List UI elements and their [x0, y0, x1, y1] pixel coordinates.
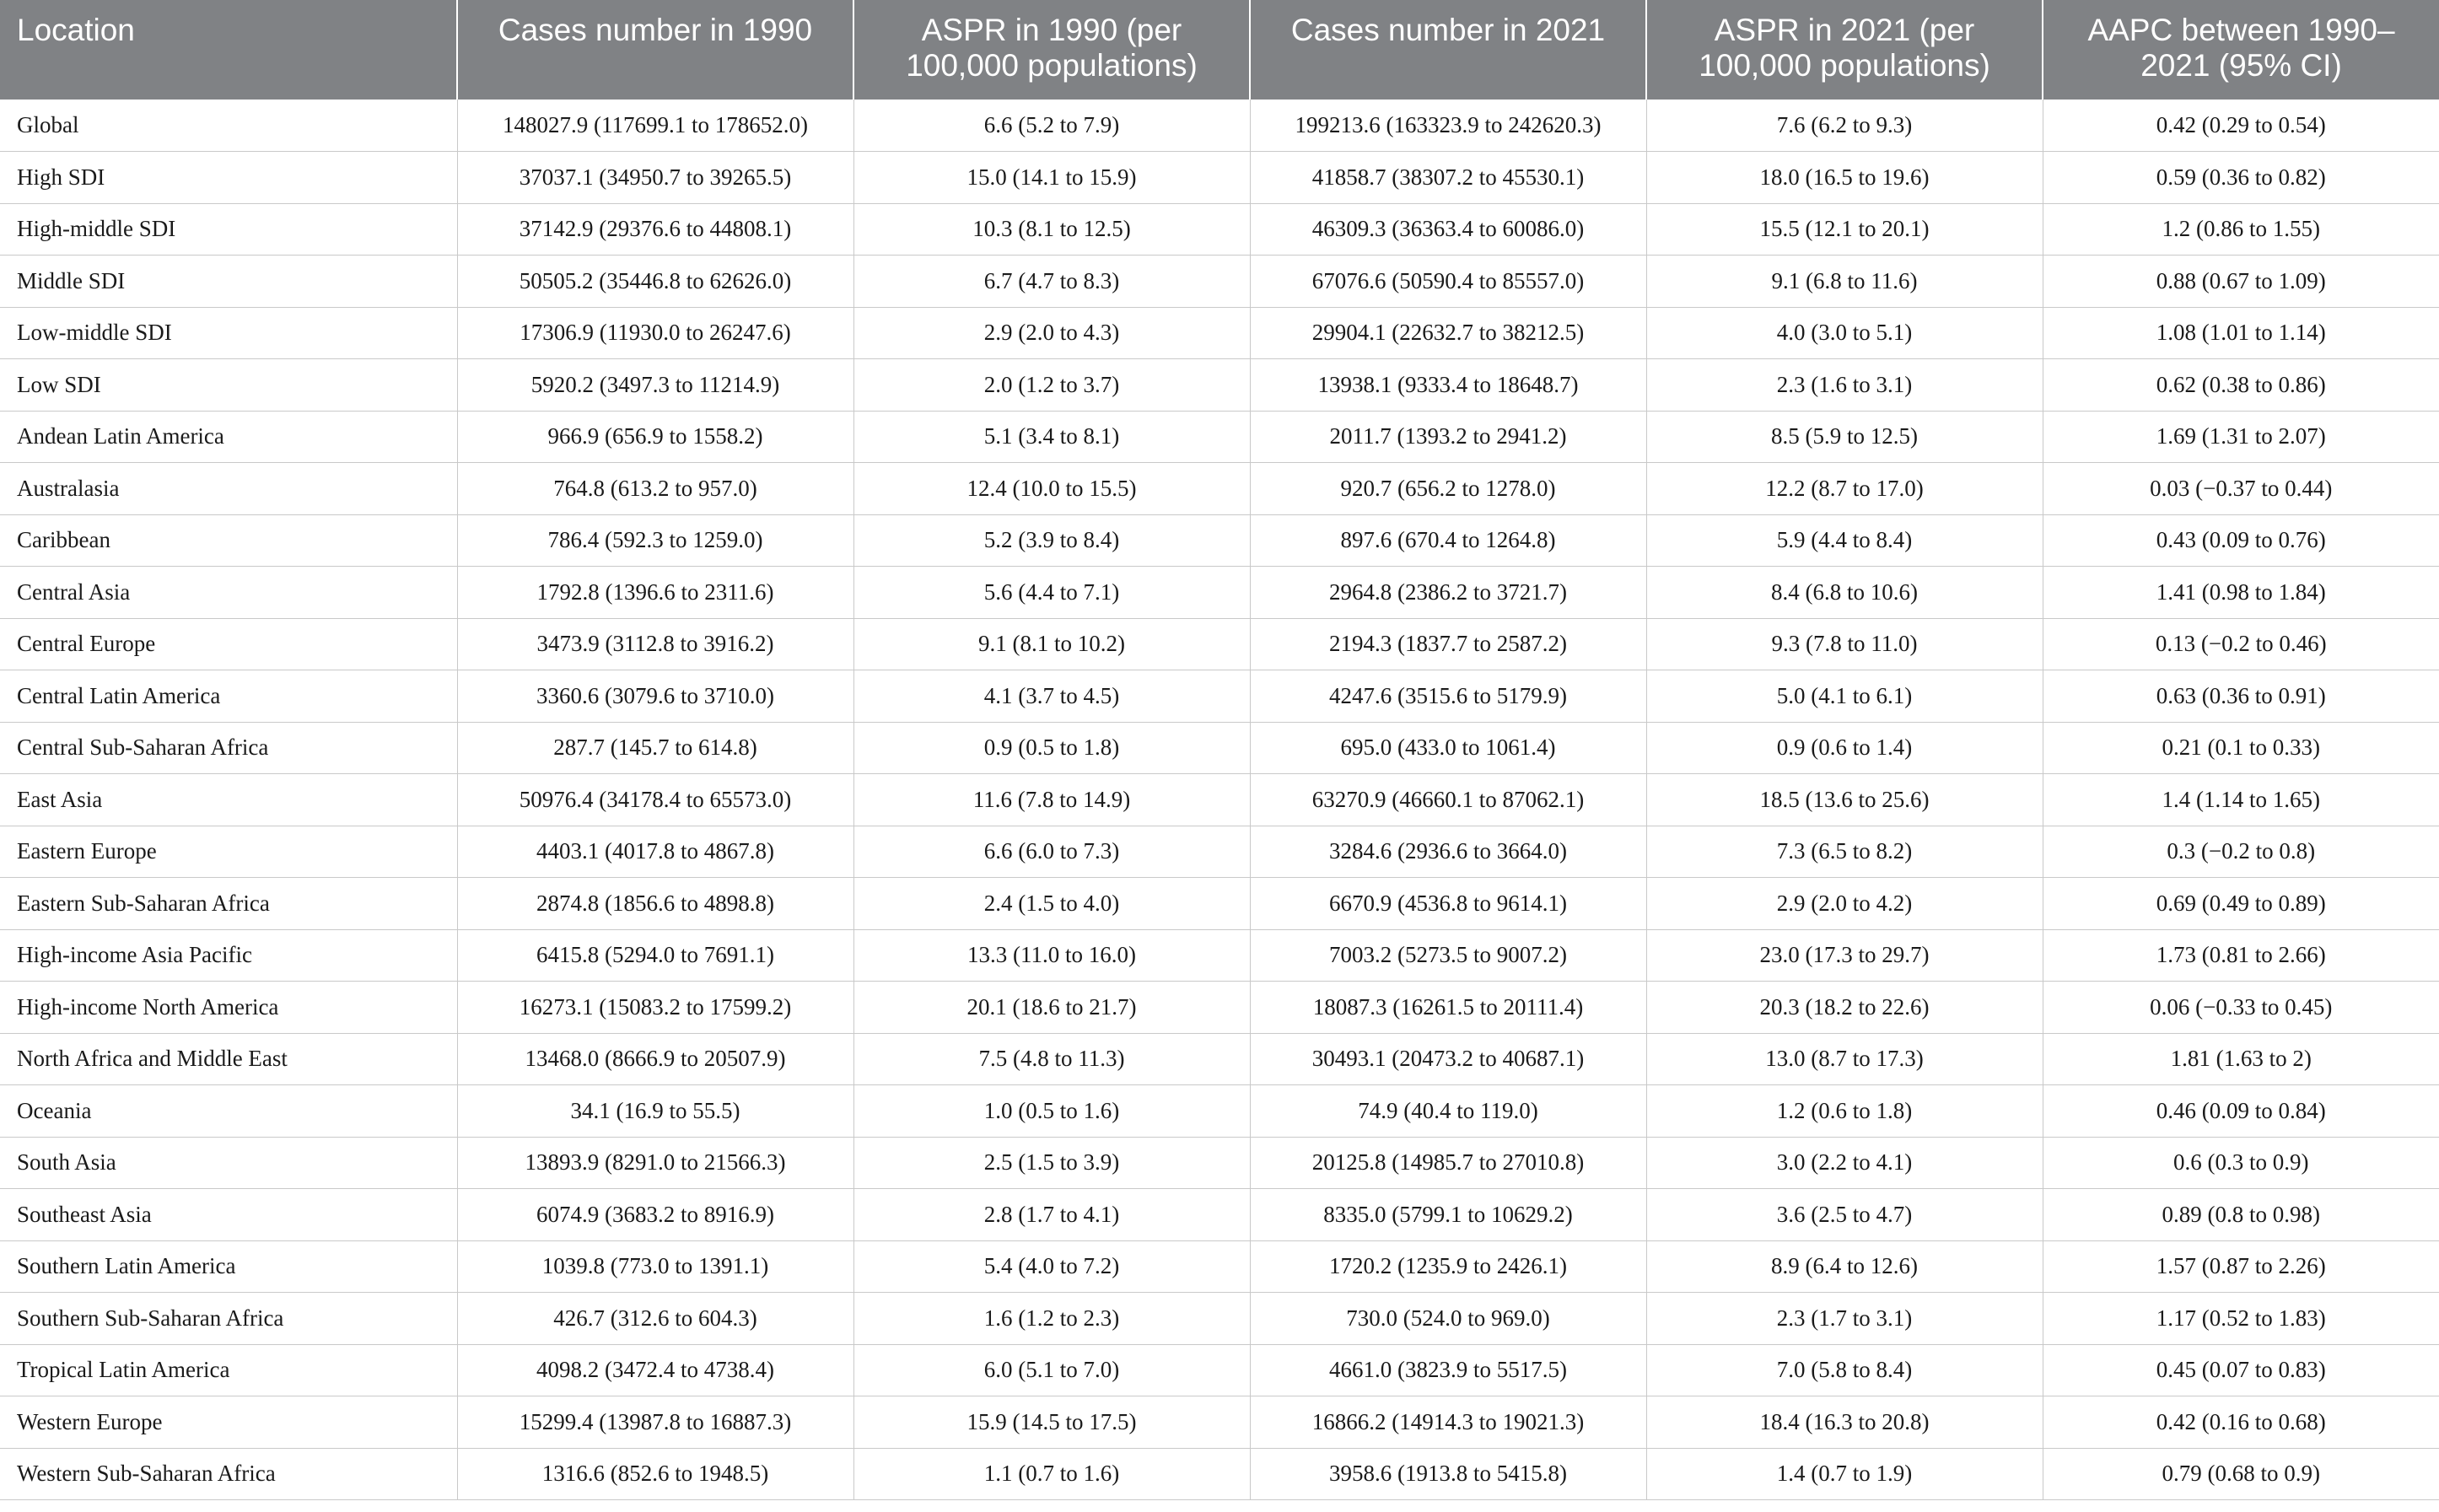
- cell-location: North Africa and Middle East: [0, 1033, 457, 1085]
- cell-aspr-2021: 9.1 (6.8 to 11.6): [1646, 256, 2043, 308]
- table-row: [0, 982, 2439, 1034]
- cell-aspr-1990: 6.6 (5.2 to 7.9): [853, 100, 1250, 152]
- cell-cases-1990: 50505.2 (35446.8 to 62626.0): [457, 256, 853, 308]
- cell-cases-1990: 786.4 (592.3 to 1259.0): [457, 514, 853, 567]
- cell-aapc: 0.13 (−0.2 to 0.46): [2043, 618, 2439, 670]
- cell-aspr-2021: 18.0 (16.5 to 19.6): [1646, 152, 2043, 204]
- cell-aspr-2021: 7.6 (6.2 to 9.3): [1646, 100, 2043, 152]
- cell-location: East Asia: [0, 774, 457, 826]
- header-aspr-1990: ASPR in 1990 (per 100,000 populations): [853, 0, 1250, 100]
- cell-cases-2021: 6670.9 (4536.8 to 9614.1): [1250, 878, 1646, 930]
- cell-location: Global: [0, 100, 457, 152]
- cell-aapc: 0.79 (0.68 to 0.9): [2043, 1448, 2439, 1500]
- cell-aspr-1990: 6.7 (4.7 to 8.3): [853, 256, 1250, 308]
- cell-cases-1990: 2874.8 (1856.6 to 4898.8): [457, 878, 853, 930]
- cell-cases-2021: 2964.8 (2386.2 to 3721.7): [1250, 567, 1646, 619]
- cell-location: Andean Latin America: [0, 411, 457, 463]
- cell-location: Eastern Sub-Saharan Africa: [0, 878, 457, 930]
- table-row: [0, 1033, 2439, 1085]
- cell-cases-1990: 4098.2 (3472.4 to 4738.4): [457, 1344, 853, 1396]
- cell-aspr-1990: 1.6 (1.2 to 2.3): [853, 1293, 1250, 1345]
- cell-aapc: 0.42 (0.16 to 0.68): [2043, 1396, 2439, 1449]
- cell-aspr-1990: 15.0 (14.1 to 15.9): [853, 152, 1250, 204]
- cell-cases-2021: 46309.3 (36363.4 to 60086.0): [1250, 203, 1646, 256]
- cell-cases-1990: 6074.9 (3683.2 to 8916.9): [457, 1189, 853, 1241]
- cell-location: Central Latin America: [0, 670, 457, 723]
- table-row: [0, 826, 2439, 878]
- cell-aspr-2021: 7.0 (5.8 to 8.4): [1646, 1344, 2043, 1396]
- cell-location: Southern Sub-Saharan Africa: [0, 1293, 457, 1345]
- cell-location: Caribbean: [0, 514, 457, 567]
- cell-cases-2021: 4247.6 (3515.6 to 5179.9): [1250, 670, 1646, 723]
- cell-aapc: 1.69 (1.31 to 2.07): [2043, 411, 2439, 463]
- cell-cases-2021: 29904.1 (22632.7 to 38212.5): [1250, 307, 1646, 359]
- cell-aapc: 0.69 (0.49 to 0.89): [2043, 878, 2439, 930]
- table-row: [0, 618, 2439, 670]
- cell-aspr-2021: 0.9 (0.6 to 1.4): [1646, 722, 2043, 774]
- cell-location: Oceania: [0, 1085, 457, 1138]
- cell-aspr-2021: 1.2 (0.6 to 1.8): [1646, 1085, 2043, 1138]
- header-aspr-2021: ASPR in 2021 (per 100,000 populations): [1646, 0, 2043, 100]
- cell-aspr-2021: 8.5 (5.9 to 12.5): [1646, 411, 2043, 463]
- table-row: [0, 203, 2439, 256]
- cell-aspr-1990: 2.5 (1.5 to 3.9): [853, 1137, 1250, 1189]
- cell-cases-1990: 1039.8 (773.0 to 1391.1): [457, 1240, 853, 1293]
- cell-aapc: 1.08 (1.01 to 1.14): [2043, 307, 2439, 359]
- cell-aspr-1990: 20.1 (18.6 to 21.7): [853, 982, 1250, 1034]
- cell-aapc: 1.41 (0.98 to 1.84): [2043, 567, 2439, 619]
- cell-location: Western Sub-Saharan Africa: [0, 1448, 457, 1500]
- cell-cases-1990: 50976.4 (34178.4 to 65573.0): [457, 774, 853, 826]
- cell-aspr-1990: 1.0 (0.5 to 1.6): [853, 1085, 1250, 1138]
- cell-cases-2021: 3958.6 (1913.8 to 5415.8): [1250, 1448, 1646, 1500]
- table-row: [0, 307, 2439, 359]
- cell-aapc: 0.46 (0.09 to 0.84): [2043, 1085, 2439, 1138]
- cell-aspr-2021: 18.5 (13.6 to 25.6): [1646, 774, 2043, 826]
- cell-cases-1990: 3360.6 (3079.6 to 3710.0): [457, 670, 853, 723]
- table-row: [0, 1240, 2439, 1293]
- cell-cases-2021: 920.7 (656.2 to 1278.0): [1250, 463, 1646, 515]
- cell-cases-2021: 695.0 (433.0 to 1061.4): [1250, 722, 1646, 774]
- cell-aspr-2021: 18.4 (16.3 to 20.8): [1646, 1396, 2043, 1449]
- cell-aapc: 0.03 (−0.37 to 0.44): [2043, 463, 2439, 515]
- cell-cases-1990: 1792.8 (1396.6 to 2311.6): [457, 567, 853, 619]
- cell-cases-1990: 5920.2 (3497.3 to 11214.9): [457, 359, 853, 412]
- cell-location: Central Sub-Saharan Africa: [0, 722, 457, 774]
- cell-aapc: 1.73 (0.81 to 2.66): [2043, 929, 2439, 982]
- cell-aspr-2021: 3.6 (2.5 to 4.7): [1646, 1189, 2043, 1241]
- cell-location: Western Europe: [0, 1396, 457, 1449]
- cell-location: Tropical Latin America: [0, 1344, 457, 1396]
- cell-cases-1990: 13893.9 (8291.0 to 21566.3): [457, 1137, 853, 1189]
- table-header: [0, 0, 2439, 100]
- cell-aapc: 0.21 (0.1 to 0.33): [2043, 722, 2439, 774]
- cell-location: Southeast Asia: [0, 1189, 457, 1241]
- cell-cases-2021: 8335.0 (5799.1 to 10629.2): [1250, 1189, 1646, 1241]
- table-row: [0, 929, 2439, 982]
- cell-aapc: 0.6 (0.3 to 0.9): [2043, 1137, 2439, 1189]
- cell-cases-2021: 63270.9 (46660.1 to 87062.1): [1250, 774, 1646, 826]
- cell-aapc: 1.4 (1.14 to 1.65): [2043, 774, 2439, 826]
- cell-aspr-2021: 2.3 (1.6 to 3.1): [1646, 359, 2043, 412]
- table-row: [0, 1137, 2439, 1189]
- cell-cases-1990: 15299.4 (13987.8 to 16887.3): [457, 1396, 853, 1449]
- cell-aapc: 0.45 (0.07 to 0.83): [2043, 1344, 2439, 1396]
- table-row: [0, 878, 2439, 930]
- table-row: [0, 1344, 2439, 1396]
- cell-aspr-2021: 12.2 (8.7 to 17.0): [1646, 463, 2043, 515]
- cell-cases-2021: 1720.2 (1235.9 to 2426.1): [1250, 1240, 1646, 1293]
- header-cases-2021: Cases number in 2021: [1250, 0, 1646, 100]
- cell-cases-2021: 3284.6 (2936.6 to 3664.0): [1250, 826, 1646, 878]
- cell-location: High SDI: [0, 152, 457, 204]
- table-row: [0, 670, 2439, 723]
- cell-aapc: 0.63 (0.36 to 0.91): [2043, 670, 2439, 723]
- cell-aspr-2021: 20.3 (18.2 to 22.6): [1646, 982, 2043, 1034]
- table-row: [0, 100, 2439, 152]
- cell-aapc: 1.81 (1.63 to 2): [2043, 1033, 2439, 1085]
- cell-aspr-1990: 2.4 (1.5 to 4.0): [853, 878, 1250, 930]
- cell-cases-2021: 41858.7 (38307.2 to 45530.1): [1250, 152, 1646, 204]
- cell-location: Low-middle SDI: [0, 307, 457, 359]
- cell-cases-1990: 287.7 (145.7 to 614.8): [457, 722, 853, 774]
- cell-aspr-1990: 1.1 (0.7 to 1.6): [853, 1448, 1250, 1500]
- cell-cases-1990: 17306.9 (11930.0 to 26247.6): [457, 307, 853, 359]
- header-row: [0, 0, 2439, 100]
- cell-aapc: 0.43 (0.09 to 0.76): [2043, 514, 2439, 567]
- header-aapc: AAPC between 1990–2021 (95% CI): [2043, 0, 2439, 100]
- cell-location: Eastern Europe: [0, 826, 457, 878]
- cell-cases-1990: 148027.9 (117699.1 to 178652.0): [457, 100, 853, 152]
- cell-aspr-1990: 6.0 (5.1 to 7.0): [853, 1344, 1250, 1396]
- table-row: [0, 1189, 2439, 1241]
- cell-aspr-1990: 6.6 (6.0 to 7.3): [853, 826, 1250, 878]
- cell-cases-2021: 4661.0 (3823.9 to 5517.5): [1250, 1344, 1646, 1396]
- table-row: [0, 774, 2439, 826]
- cell-cases-1990: 37142.9 (29376.6 to 44808.1): [457, 203, 853, 256]
- cell-cases-1990: 426.7 (312.6 to 604.3): [457, 1293, 853, 1345]
- cell-cases-2021: 13938.1 (9333.4 to 18648.7): [1250, 359, 1646, 412]
- table-row: [0, 152, 2439, 204]
- cell-cases-1990: 34.1 (16.9 to 55.5): [457, 1085, 853, 1138]
- cell-aspr-1990: 11.6 (7.8 to 14.9): [853, 774, 1250, 826]
- cell-cases-2021: 897.6 (670.4 to 1264.8): [1250, 514, 1646, 567]
- cell-aapc: 0.89 (0.8 to 0.98): [2043, 1189, 2439, 1241]
- cell-location: Middle SDI: [0, 256, 457, 308]
- cell-cases-2021: 20125.8 (14985.7 to 27010.8): [1250, 1137, 1646, 1189]
- cell-aapc: 1.17 (0.52 to 1.83): [2043, 1293, 2439, 1345]
- cell-location: High-middle SDI: [0, 203, 457, 256]
- table-row: [0, 1293, 2439, 1345]
- cell-aapc: 1.57 (0.87 to 2.26): [2043, 1240, 2439, 1293]
- cell-cases-2021: 730.0 (524.0 to 969.0): [1250, 1293, 1646, 1345]
- cell-aspr-1990: 15.9 (14.5 to 17.5): [853, 1396, 1250, 1449]
- cell-location: Southern Latin America: [0, 1240, 457, 1293]
- cell-aspr-2021: 8.9 (6.4 to 12.6): [1646, 1240, 2043, 1293]
- cell-aspr-1990: 7.5 (4.8 to 11.3): [853, 1033, 1250, 1085]
- cell-location: Central Asia: [0, 567, 457, 619]
- cell-cases-1990: 6415.8 (5294.0 to 7691.1): [457, 929, 853, 982]
- cell-cases-2021: 67076.6 (50590.4 to 85557.0): [1250, 256, 1646, 308]
- cell-aspr-1990: 4.1 (3.7 to 4.5): [853, 670, 1250, 723]
- cell-aspr-1990: 5.2 (3.9 to 8.4): [853, 514, 1250, 567]
- cell-aspr-1990: 2.9 (2.0 to 4.3): [853, 307, 1250, 359]
- cell-cases-2021: 7003.2 (5273.5 to 9007.2): [1250, 929, 1646, 982]
- table-row: [0, 514, 2439, 567]
- cell-aapc: 0.62 (0.38 to 0.86): [2043, 359, 2439, 412]
- table-row: [0, 411, 2439, 463]
- cell-cases-1990: 764.8 (613.2 to 957.0): [457, 463, 853, 515]
- cell-aspr-2021: 23.0 (17.3 to 29.7): [1646, 929, 2043, 982]
- cell-aspr-1990: 0.9 (0.5 to 1.8): [853, 722, 1250, 774]
- table-body: [0, 100, 2439, 1500]
- cell-aspr-2021: 13.0 (8.7 to 17.3): [1646, 1033, 2043, 1085]
- cell-aspr-2021: 5.0 (4.1 to 6.1): [1646, 670, 2043, 723]
- table-row: [0, 463, 2439, 515]
- cell-aspr-1990: 10.3 (8.1 to 12.5): [853, 203, 1250, 256]
- cell-cases-1990: 1316.6 (852.6 to 1948.5): [457, 1448, 853, 1500]
- cell-aspr-1990: 2.0 (1.2 to 3.7): [853, 359, 1250, 412]
- table-row: [0, 256, 2439, 308]
- cell-aspr-2021: 2.3 (1.7 to 3.1): [1646, 1293, 2043, 1345]
- cell-aapc: 0.59 (0.36 to 0.82): [2043, 152, 2439, 204]
- cell-aapc: 0.3 (−0.2 to 0.8): [2043, 826, 2439, 878]
- table-row: [0, 567, 2439, 619]
- table-row: [0, 1085, 2439, 1138]
- cell-location: High-income North America: [0, 982, 457, 1034]
- table-row: [0, 359, 2439, 412]
- header-cases-1990: Cases number in 1990: [457, 0, 853, 100]
- cell-location: High-income Asia Pacific: [0, 929, 457, 982]
- table-row: [0, 722, 2439, 774]
- cell-cases-2021: 18087.3 (16261.5 to 20111.4): [1250, 982, 1646, 1034]
- cell-location: Central Europe: [0, 618, 457, 670]
- cell-cases-1990: 3473.9 (3112.8 to 3916.2): [457, 618, 853, 670]
- header-location: Location: [0, 0, 457, 100]
- cell-cases-1990: 13468.0 (8666.9 to 20507.9): [457, 1033, 853, 1085]
- cell-aspr-2021: 4.0 (3.0 to 5.1): [1646, 307, 2043, 359]
- cell-cases-2021: 74.9 (40.4 to 119.0): [1250, 1085, 1646, 1138]
- cell-aapc: 0.06 (−0.33 to 0.45): [2043, 982, 2439, 1034]
- cell-cases-2021: 2011.7 (1393.2 to 2941.2): [1250, 411, 1646, 463]
- cell-aspr-2021: 9.3 (7.8 to 11.0): [1646, 618, 2043, 670]
- cell-cases-2021: 30493.1 (20473.2 to 40687.1): [1250, 1033, 1646, 1085]
- cell-aspr-1990: 12.4 (10.0 to 15.5): [853, 463, 1250, 515]
- cell-aspr-1990: 5.4 (4.0 to 7.2): [853, 1240, 1250, 1293]
- cell-aspr-1990: 5.6 (4.4 to 7.1): [853, 567, 1250, 619]
- cell-aapc: 1.2 (0.86 to 1.55): [2043, 203, 2439, 256]
- cell-cases-1990: 37037.1 (34950.7 to 39265.5): [457, 152, 853, 204]
- cell-aspr-1990: 13.3 (11.0 to 16.0): [853, 929, 1250, 982]
- cell-aspr-2021: 3.0 (2.2 to 4.1): [1646, 1137, 2043, 1189]
- cell-aspr-2021: 8.4 (6.8 to 10.6): [1646, 567, 2043, 619]
- cell-location: Australasia: [0, 463, 457, 515]
- cell-cases-2021: 2194.3 (1837.7 to 2587.2): [1250, 618, 1646, 670]
- cell-cases-2021: 199213.6 (163323.9 to 242620.3): [1250, 100, 1646, 152]
- cell-aapc: 0.88 (0.67 to 1.09): [2043, 256, 2439, 308]
- cell-aspr-1990: 9.1 (8.1 to 10.2): [853, 618, 1250, 670]
- cell-aspr-2021: 5.9 (4.4 to 8.4): [1646, 514, 2043, 567]
- cell-aspr-2021: 15.5 (12.1 to 20.1): [1646, 203, 2043, 256]
- cell-aspr-1990: 5.1 (3.4 to 8.1): [853, 411, 1250, 463]
- table-row: [0, 1448, 2439, 1500]
- cell-cases-1990: 966.9 (656.9 to 1558.2): [457, 411, 853, 463]
- cell-cases-2021: 16866.2 (14914.3 to 19021.3): [1250, 1396, 1646, 1449]
- cell-cases-1990: 16273.1 (15083.2 to 17599.2): [457, 982, 853, 1034]
- cell-aspr-2021: 7.3 (6.5 to 8.2): [1646, 826, 2043, 878]
- cell-aapc: 0.42 (0.29 to 0.54): [2043, 100, 2439, 152]
- cell-location: Low SDI: [0, 359, 457, 412]
- cell-aspr-2021: 1.4 (0.7 to 1.9): [1646, 1448, 2043, 1500]
- table-row: [0, 1396, 2439, 1449]
- cell-cases-1990: 4403.1 (4017.8 to 4867.8): [457, 826, 853, 878]
- cell-location: South Asia: [0, 1137, 457, 1189]
- cell-aspr-1990: 2.8 (1.7 to 4.1): [853, 1189, 1250, 1241]
- cell-aspr-2021: 2.9 (2.0 to 4.2): [1646, 878, 2043, 930]
